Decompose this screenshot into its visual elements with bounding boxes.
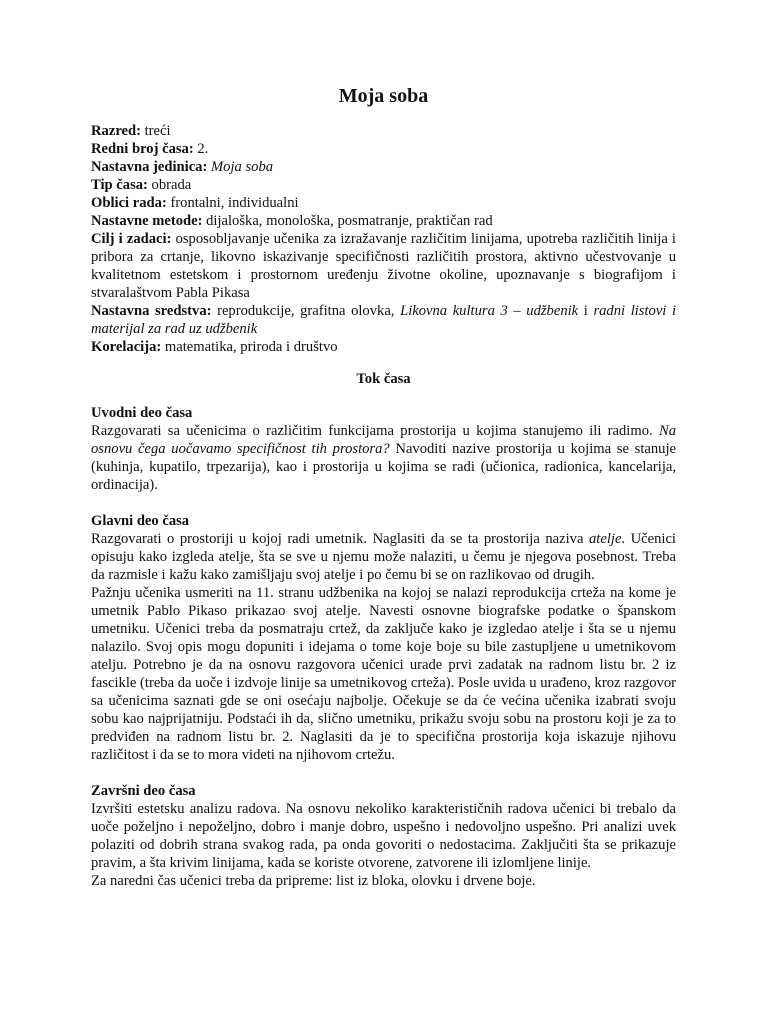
meta-value: osposobljavanje učenika za izražavanje različitim linijama, upotreba različitih linija i pribora za crtanje, likovno iskazivanje specifičnosti različitih prostora, aktivno učestvovanje u kvalitetnom estetskom i prostornom uređenju životne okoline, upoznavanje s biografijom i stvaralaštvom Pabla Pikasa	[91, 231, 676, 301]
paragraph-text: . Učenici opisuju kako izgleda atelje, šta se sve u njemu može nalaziti, u čemu je njegova posebnost. Treba da razmisle i kažu kako zamišljaju svoj atelje i po čemu bi se on razlikovao od drugih.	[91, 531, 676, 583]
meta-label: Nastavna jedinica:	[91, 159, 208, 175]
meta-label: Oblici rada:	[91, 195, 167, 211]
meta-grade	[91, 122, 676, 140]
paragraph-italic-text: Na osnovu čega uočavamo specifičnost tih prostora?	[91, 423, 676, 457]
lesson-metadata	[91, 122, 676, 356]
meta-value: treći	[140, 123, 171, 139]
meta-value: obrada	[147, 177, 192, 193]
section-heading: Završni deo časa	[91, 783, 196, 799]
section-paragraph	[91, 872, 676, 890]
meta-value: i	[578, 303, 588, 319]
meta-goals	[91, 230, 676, 302]
meta-label: Nastavne metode:	[91, 213, 203, 229]
meta-lesson-number	[91, 140, 676, 158]
meta-label: Razred:	[91, 123, 141, 139]
section-paragraph	[91, 530, 676, 584]
meta-teaching-unit	[91, 158, 676, 176]
section-heading: Glavni deo časa	[91, 513, 190, 529]
section-heading: Uvodni deo časa	[91, 405, 193, 421]
meta-value: Moja soba	[207, 159, 274, 175]
document-title: Moja soba	[338, 85, 429, 107]
section-intro	[91, 404, 676, 494]
meta-label: Nastavna sredstva:	[91, 303, 212, 319]
meta-label: Redni broj časa:	[91, 141, 194, 157]
meta-work-forms	[91, 194, 676, 212]
paragraph-text: Pažnju učenika usmeriti na 11. stranu udžbenika na kojoj se nalazi reprodukcija crteža na kome je umetnik Pablo Pikaso prikazao svoj atelje. Navesti osnovne biografske podatke o španskom umetniku. Učenici treba da posmatraju crtež, da zaključe kako je izgledao atelje i šta se u njemu nalazilo. Svoj opis mogu dopuniti i idejama o tome koje boje su bile zastupljene u umetnikovom atelju. Potrebno je da na osnovu razgovora učenici urade prvi zadatak na radnom listu br. 2 iz fascikle (treba da uoče i izdvoje linije sa umetnikovog crteža). Posle uvida u urađeno, kroz razgovor sa učenicima saznati gde se oni osećaju najbolje. Očekuje se da će većina učenika izabrati svoju sobu kao najprijatniju. Podstaći ih da, slično umetniku, prikažu svoju sobu na prostoru koji je za to predviđen na radnom listu br. 2. Naglasiti da je to specifična prostorija koja iskazuje njihovu različitost i da se to mora videti na njihovom crtežu.	[91, 585, 676, 763]
meta-label: Korelacija:	[91, 339, 162, 355]
meta-value-italic: radni listovi i materijal za rad uz udžbenik	[91, 303, 677, 337]
lesson-flow-title: Tok časa	[356, 371, 411, 387]
paragraph-text: Navoditi nazive prostorija u kojima se stanuje (kuhinja, kupatilo, trpezarija), kao i prostorija u kojima se radi (učionica, radionica, kancelarija, ordinacija).	[91, 441, 676, 493]
meta-value: 2.	[193, 141, 209, 157]
section-main	[91, 512, 676, 764]
meta-teaching-aids	[91, 302, 676, 338]
meta-label: Cilj i zadaci:	[91, 231, 172, 247]
paragraph-text: Razgovarati sa učenicima o različitim funkcijama prostorija u kojima stanujemo ili radimo.	[91, 423, 659, 439]
paragraph-italic-text: atelje	[589, 531, 622, 547]
meta-teaching-methods	[91, 212, 676, 230]
meta-value: frontalni, individualni	[166, 195, 299, 211]
meta-value: matematika, priroda i društvo	[161, 339, 338, 355]
paragraph-text: Izvršiti estetsku analizu radova. Na osnovu nekoliko karakterističnih radova učenici bi trebalo da uoče poželjno i nepoželjno, dobro i manje dobro, uspešno i nedovoljno uspešno. Pri analizi uvek polaziti od dobrih strana svakog rada, pa onda govoriti o nedostacima. Zaključiti šta se prikazuje pravim, a šta krivim linijama, kada se koriste otvorene, zatvorene ili izlomljene linije.	[91, 801, 676, 871]
paragraph-text: Razgovarati o prostoriji u kojoj radi umetnik. Naglasiti da se ta prostorija naziva	[91, 531, 589, 547]
section-paragraph	[91, 422, 676, 494]
meta-value-italic: Likovna kultura 3 – udžbenik	[394, 303, 579, 319]
section-paragraph	[91, 584, 676, 764]
meta-label: Tip časa:	[91, 177, 148, 193]
meta-value: dijaloška, monološka, posmatranje, praktičan rad	[202, 213, 493, 229]
paragraph-text: Za naredni čas učenici treba da pripreme: list iz bloka, olovku i drvene boje.	[91, 873, 536, 889]
section-paragraph	[91, 800, 676, 872]
meta-lesson-type	[91, 176, 676, 194]
meta-correlation	[91, 338, 676, 356]
section-closing	[91, 782, 676, 890]
meta-value: reprodukcije, grafitna olovka,	[211, 303, 395, 319]
